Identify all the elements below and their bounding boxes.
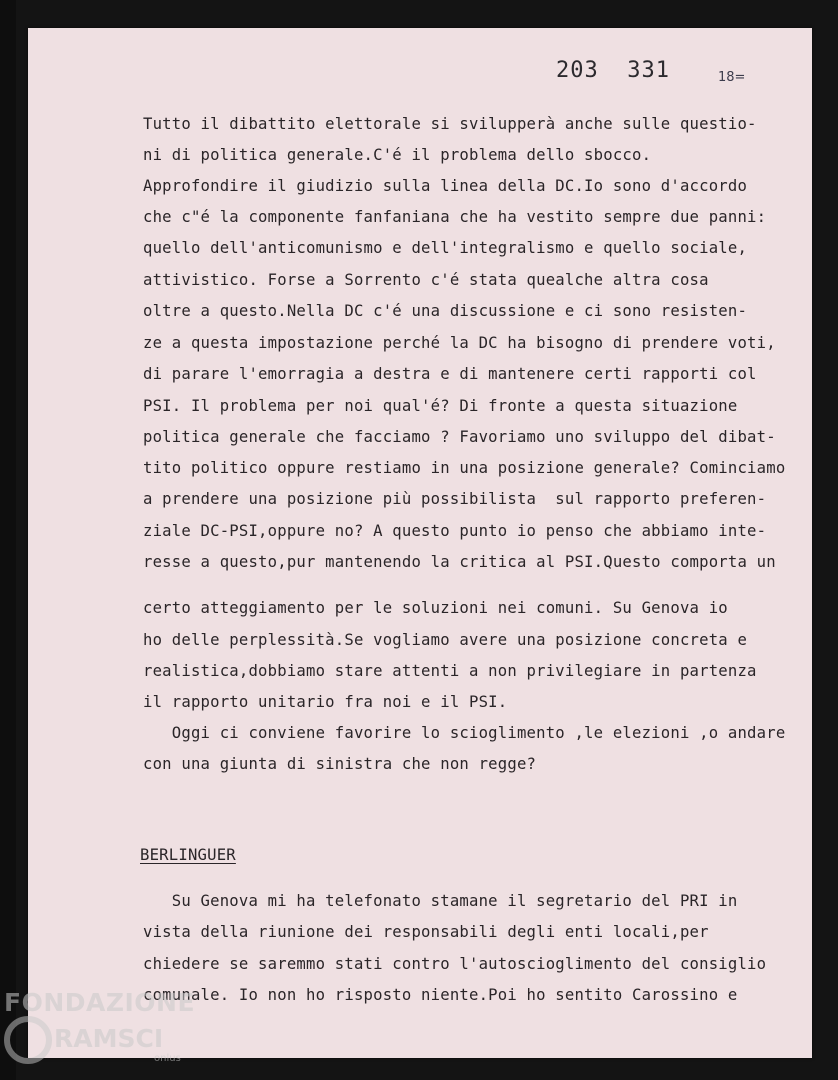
text-line: oltre a questo.Nella DC c'é una discussione e ci sono resisten- [143,302,748,320]
text-line: ni di politica generale.C'é il problema dello sbocco. [143,146,652,164]
text-line: il rapporto unitario fra noi e il PSI. [143,693,508,711]
text-line: attivistico. Forse a Sorrento c'é stata quealche altra cosa [143,271,709,289]
archive-number: 203 331 [556,58,670,83]
watermark-subtitle: onlus [154,1053,181,1064]
text-line: ho delle perplessità.Se vogliamo avere una posizione concreta e [143,631,748,649]
speaker-heading: BERLINGUER [140,846,236,864]
text-line: Approfondire il giudizio sulla linea della DC.Io sono d'accordo [143,177,748,195]
text-line: Oggi ci conviene favorire lo scioglimento ,le elezioni ,o andare [143,724,786,742]
text-line: vista della riunione dei responsabili degli enti locali,per [143,923,709,941]
text-line: resse a questo,pur mantenendo la critica al PSI.Questo comporta un [143,553,776,571]
text-line: quello dell'anticomunismo e dell'integralismo e quello sociale, [143,239,748,257]
text-line: Tutto il dibattito elettorale si svilupperà anche sulle questio- [143,115,757,133]
text-line: che c"é la componente fanfaniana che ha vestito sempre due panni: [143,208,767,226]
fondazione-gramsci-watermark [4,988,196,1064]
gramsci-g-logo-icon [4,1016,52,1064]
text-line: chiedere se saremmo stati contro l'autoscioglimento del consiglio [143,955,767,973]
text-line: PSI. Il problema per noi qual'é? Di fronte a questa situazione [143,397,738,415]
text-line: ziale DC-PSI,oppure no? A questo punto io penso che abbiamo inte- [143,522,767,540]
text-line: tito politico oppure restiamo in una posizione generale? Cominciamo [143,459,786,477]
text-line: con una giunta di sinistra che non regge? [143,755,537,773]
watermark-line-1: FONDAZIONE [4,988,196,1017]
watermark-line-2: RAMSCI [54,1024,164,1053]
text-line: di parare l'emorragia a destra e di mantenere certi rapporti col [143,365,757,383]
text-line: comunale. Io non ho risposto niente.Poi ho sentito Carossino e [143,986,738,1004]
text-line: ze a questa impostazione perché la DC ha bisogno di prendere voti, [143,334,776,352]
text-line: Su Genova mi ha telefonato stamane il segretario del PRI in [143,892,738,910]
text-line: a prendere una posizione più possibilista sul rapporto preferen- [143,490,767,508]
page-number: 18= [718,70,746,85]
text-line: realistica,dobbiamo stare attenti a non privilegiare in partenza [143,662,757,680]
text-line: certo atteggiamento per le soluzioni nei comuni. Su Genova io [143,599,728,617]
scan-left-edge [0,0,16,1080]
text-line: politica generale che facciamo ? Favoriamo uno sviluppo del dibat- [143,428,776,446]
